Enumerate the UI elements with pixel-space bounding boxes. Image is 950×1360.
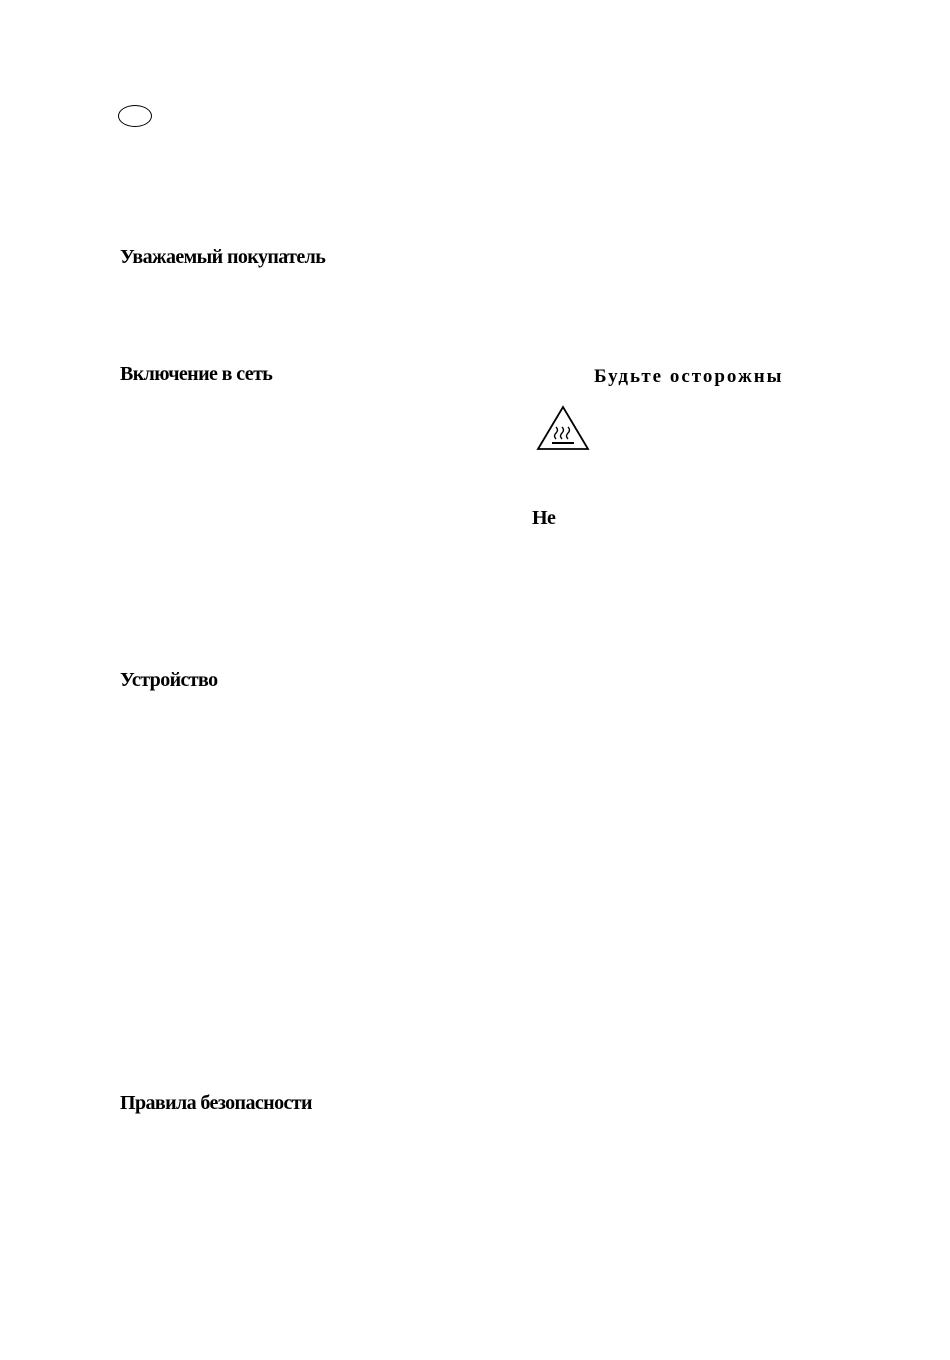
heading-safety-rules: Правила безопасности xyxy=(120,1092,312,1114)
heading-be-careful: Будьте осторожны xyxy=(594,366,784,387)
heading-dear-customer: Уважаемый покупатель xyxy=(120,246,326,268)
heading-device: Устройство xyxy=(120,669,218,691)
language-marker-icon xyxy=(118,105,152,127)
heading-not: Не xyxy=(532,507,556,529)
hot-surface-warning-icon xyxy=(536,405,590,451)
heading-power-connection: Включение в сеть xyxy=(120,363,273,385)
